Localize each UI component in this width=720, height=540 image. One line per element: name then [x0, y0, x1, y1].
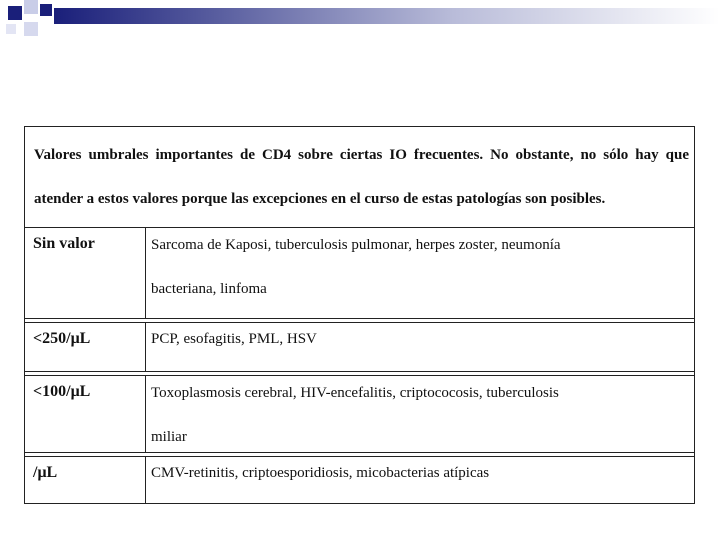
row-value-line: Sarcoma de Kaposi, tuberculosis pulmonar, herpes zoster, neumonía [151, 237, 561, 253]
table-header-text: Valores umbrales importantes de CD4 sobre ciertas IO frecuentes. No obstante, no sólo hay que atender a estos valores porque las excepciones en el curso de estas patologías son posibles. [34, 147, 689, 207]
row-label: <250/μL [25, 323, 146, 371]
cd4-threshold-table [24, 126, 695, 504]
row-value [146, 376, 694, 452]
table-row [25, 375, 694, 453]
row-value-line: bacteriana, linfoma [151, 281, 267, 297]
table-header-row [25, 127, 694, 228]
decorative-square [24, 22, 38, 36]
row-value [146, 228, 694, 318]
row-label: /μL [25, 457, 146, 503]
row-value-line: PCP, esofagitis, PML, HSV [151, 331, 317, 347]
row-value-line: Toxoplasmosis cerebral, HIV-encefalitis, criptococosis, tuberculosis [151, 385, 559, 401]
row-value [146, 323, 694, 371]
decorative-square [24, 0, 38, 14]
decorative-square [6, 24, 16, 34]
decorative-square [8, 6, 22, 20]
decorative-gradient-bar [54, 8, 720, 24]
table-row [25, 322, 694, 372]
row-label: Sin valor [25, 228, 146, 318]
row-label: <100/μL [25, 376, 146, 452]
table-row [25, 228, 694, 319]
table-row [25, 456, 694, 503]
decorative-banner [0, 0, 720, 48]
row-value-line: miliar [151, 429, 187, 445]
row-value-line: CMV-retinitis, criptoesporidiosis, micobacterias atípicas [151, 465, 490, 481]
row-value [146, 457, 694, 503]
decorative-square [40, 4, 52, 16]
